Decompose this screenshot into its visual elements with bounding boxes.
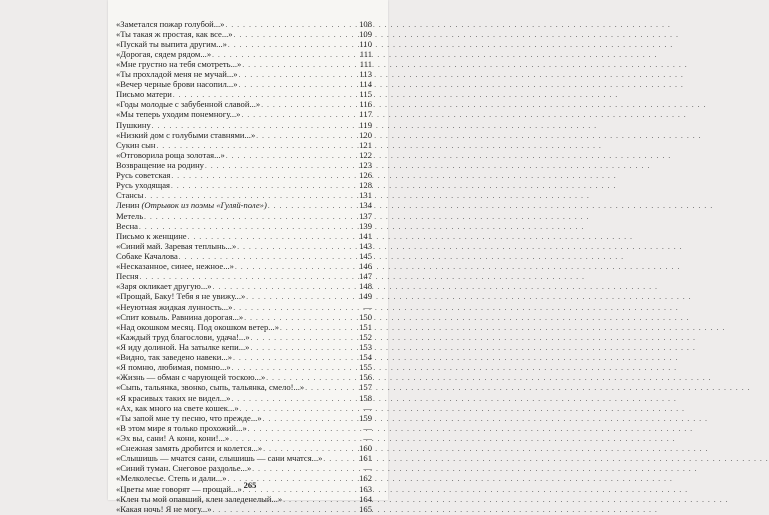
toc-entry-page: 109 <box>359 28 372 39</box>
page-number: 265 <box>243 480 257 490</box>
toc-entry-page: 141 <box>359 230 372 241</box>
dot-leader <box>263 414 354 424</box>
toc-entry-title: Сукин сын <box>116 139 156 150</box>
toc-entry-title: «Снежная замять дробится и колется...» <box>116 443 263 454</box>
dot-leader <box>256 131 354 141</box>
toc-entry <box>116 423 372 433</box>
toc-entry <box>116 59 372 69</box>
toc-entry-title: «Какая ночь! Я не могу...» <box>116 503 212 514</box>
toc-entry-page: 150 <box>359 311 372 322</box>
dot-leader <box>261 100 354 110</box>
toc-entry-page: 126 <box>359 170 372 181</box>
toc-entry-title: «Мне грустно на тебя смотреть...» <box>116 58 242 69</box>
toc-entry-page: 149 <box>359 291 372 302</box>
toc-entry-page: 139 <box>359 220 372 231</box>
toc-entry-title: «Прощай, Баку! Тебя я не увижу...» <box>116 291 246 302</box>
toc-entry <box>116 494 372 504</box>
toc-entry <box>116 403 372 413</box>
toc-entry <box>116 281 372 291</box>
toc-entry-title: «Над окошком месяц. Под окошком ветер...» <box>116 321 279 332</box>
toc-entry <box>116 443 372 453</box>
toc-entry-title: «Я иду долиной. На затылке кепи...» <box>116 342 250 352</box>
toc-entry-title: «Видно, так заведено навеки...» <box>116 352 233 363</box>
toc-entry <box>116 211 372 221</box>
toc-entry-title: «Заметался пожар голубой...» <box>116 18 225 29</box>
toc-entry-page: 119 <box>359 119 372 130</box>
dot-leader <box>305 383 354 393</box>
toc-entry-page: — <box>363 432 372 443</box>
dot-leader <box>237 242 354 252</box>
dot-leader <box>171 181 354 191</box>
toc-entry <box>116 332 372 342</box>
toc-entry-title: «Ах, как много на свете кошек...» <box>116 402 239 413</box>
dot-leader <box>233 303 354 313</box>
toc-entry-title: «Сыпь, тальянка, звонко, сыпь, тальянка, смело!...» <box>116 382 305 393</box>
toc-entry <box>116 99 372 109</box>
toc-entry-title: «Слышишь — мчатся сани, слышишь — сани мчатся...» <box>116 453 323 464</box>
toc-entry <box>116 190 372 200</box>
toc-entry-title: «Цветы мне говорят — прощай...» <box>116 483 242 494</box>
dot-leader <box>246 292 354 302</box>
dot-leader <box>251 333 354 343</box>
toc-entry-page: 123 <box>359 160 372 171</box>
toc-entry-title: Возвращение на родину <box>116 160 204 171</box>
toc-entry-title: «Спит ковыль. Равнина дорогая...» <box>116 311 244 322</box>
dot-leader <box>205 161 354 171</box>
toc-entry-page: 146 <box>359 261 372 272</box>
toc-entry-title: Пушкину <box>116 119 151 130</box>
toc-entry-page: 137 <box>359 210 372 221</box>
dot-leader <box>242 60 354 70</box>
toc-entry <box>116 382 372 392</box>
toc-entry-page: 122 <box>359 149 372 160</box>
dot-leader <box>248 424 354 434</box>
dot-leader <box>235 262 354 272</box>
toc-entry <box>116 130 372 140</box>
toc-entry-title: Русь советская <box>116 170 171 181</box>
toc-entry-page: 163 <box>359 483 372 494</box>
toc-entry-page: 160 <box>359 443 372 454</box>
dot-leader <box>213 505 355 515</box>
toc-entry-title: Стансы <box>116 190 144 201</box>
toc-entry-title: «Синий туман. Снеговое раздолье...» <box>116 463 252 474</box>
toc-entry-page: 115 <box>359 89 372 100</box>
toc-entry-page: 162 <box>359 473 372 484</box>
dot-leader <box>171 171 354 181</box>
toc-entry <box>116 150 372 160</box>
toc-entry-page: 147 <box>359 271 372 282</box>
toc-entry <box>116 170 372 180</box>
toc-entry <box>116 19 372 29</box>
toc-entry <box>116 261 372 271</box>
toc-entry-page: — <box>363 422 372 433</box>
toc-entry <box>116 180 372 190</box>
toc-entry-title: «Несказанное, синее, нежное...» <box>116 261 234 272</box>
toc-entry-page: 110 <box>359 38 372 49</box>
toc-entry-title: «Вечер черные брови насопил...» <box>116 79 238 90</box>
toc-entry-page: 121 <box>359 139 372 150</box>
toc-entry <box>116 453 372 463</box>
toc-entry-page: 153 <box>359 342 372 352</box>
toc-entry <box>116 140 372 150</box>
toc-entry-title: «Клен ты мой опавший, клен заледенелый...» <box>116 493 283 504</box>
toc-entry <box>116 463 372 473</box>
toc-entry-page: 111 <box>359 48 372 59</box>
toc-entry-page: 148 <box>359 281 372 292</box>
toc-entry-page: 154 <box>359 352 372 363</box>
toc-entry-page: 128 <box>359 180 372 191</box>
toc-entry <box>116 302 372 312</box>
toc-entry <box>116 39 372 49</box>
toc-entry-page: 155 <box>359 362 372 373</box>
toc-entry-page: 145 <box>359 251 372 262</box>
toc-entry-page: 161 <box>359 453 372 464</box>
toc-entry-title: Весна <box>116 220 138 231</box>
toc-entry-page: 111 <box>359 58 372 69</box>
toc-entry <box>116 69 372 79</box>
toc-entry-title: Письмо к женщине <box>116 230 187 241</box>
toc-entry-title: «Дорогая, сядем рядом...» <box>116 48 212 59</box>
toc-entry-page: 120 <box>359 129 372 140</box>
toc-entry <box>116 342 372 352</box>
toc-entry-page: — <box>363 463 372 474</box>
toc-entry-title: «Пускай ты выпита другим...» <box>116 38 227 49</box>
toc-entry-title: «Я помню, любимая, помню...» <box>116 362 231 373</box>
toc-entry <box>116 200 372 210</box>
toc-entry-page: 113 <box>359 69 372 80</box>
dot-leader <box>280 323 354 333</box>
toc-entry-page: 158 <box>359 392 372 403</box>
toc-entry-page: 164 <box>359 493 372 504</box>
toc-entry-page: 156 <box>359 372 372 383</box>
toc-entry-page: 159 <box>359 412 372 423</box>
toc-entry-title: Песня <box>116 271 139 282</box>
toc-entry-page: — <box>363 301 372 312</box>
toc-entry <box>116 49 372 59</box>
dot-leader <box>228 40 354 50</box>
toc-entry <box>116 89 372 99</box>
toc-entry <box>116 231 372 241</box>
toc-entry <box>116 79 372 89</box>
toc-entry-page: 131 <box>359 190 372 201</box>
table-of-contents <box>116 19 372 514</box>
toc-entry-title: «Неуютная жидкая лунность...» <box>116 301 233 312</box>
toc-entry <box>116 504 372 514</box>
toc-entry <box>116 312 372 322</box>
toc-entry-title: «Каждый труд благослови, удача!...» <box>116 331 250 342</box>
toc-entry-title: «Ты такая ж простая, как все...» <box>116 28 233 39</box>
toc-entry-title: «Ты прохладой меня не мучай...» <box>116 69 238 80</box>
toc-entry <box>116 221 372 231</box>
toc-entry-title: Письмо матери <box>116 89 172 100</box>
dot-leader <box>239 70 354 80</box>
toc-entry-page: 114 <box>359 79 372 90</box>
toc-entry-subtitle: (Отрывок из поэмы «Гуляй-поле») <box>141 200 267 211</box>
toc-entry <box>116 372 372 382</box>
dot-leader <box>226 151 354 161</box>
toc-entry-title: «Жизнь — обман с чарующей тоскою...» <box>116 372 266 383</box>
dot-leader <box>225 20 354 30</box>
toc-entry <box>116 251 372 261</box>
toc-entry <box>116 160 372 170</box>
toc-entry-title: Ленин (Отрывок из поэмы «Гуляй-поле») <box>116 200 267 211</box>
dot-leader <box>323 454 354 464</box>
toc-entry-page: 165 <box>359 503 372 514</box>
toc-entry-page: 117 <box>359 109 372 120</box>
toc-entry <box>116 291 372 301</box>
toc-entry <box>116 433 372 443</box>
toc-entry-title: «В этом мире я только прохожий...» <box>116 422 247 433</box>
toc-entry-title: Метель <box>116 210 144 221</box>
toc-entry-title: Собаке Качалова <box>116 251 178 262</box>
toc-entry <box>116 322 372 332</box>
dot-leader <box>234 30 354 40</box>
dot-leader <box>144 212 354 222</box>
toc-entry-page: 152 <box>359 331 372 342</box>
toc-entry-page: 151 <box>359 321 372 332</box>
toc-entry <box>116 413 372 423</box>
toc-entry-title: «Я красивых таких не видел...» <box>116 392 231 403</box>
toc-entry <box>116 271 372 281</box>
toc-entry-title: Русь уходящая <box>116 180 170 191</box>
dot-leader <box>239 80 354 90</box>
toc-entry <box>116 29 372 39</box>
toc-entry <box>116 120 372 130</box>
toc-entry-title: «Мелколесье. Степь и дали...» <box>116 473 227 484</box>
toc-entry-title: «Ты запой мне ту песню, что прежде...» <box>116 412 262 423</box>
toc-entry-page: 157 <box>359 382 372 393</box>
dot-leader <box>283 495 354 505</box>
toc-entry-title: «Заря окликает другую...» <box>116 281 212 292</box>
toc-entry-title: «Отговорила роща золотая...» <box>116 149 225 160</box>
toc-entry-page: 108 <box>359 18 372 29</box>
dot-leader <box>241 110 354 120</box>
dot-leader <box>231 394 354 404</box>
toc-entry-title: «Синий май. Заревая теплынь...» <box>116 240 237 251</box>
toc-entry-page: 134 <box>359 200 372 211</box>
toc-entry-page: 143 <box>359 240 372 251</box>
dot-leader <box>252 464 354 474</box>
toc-entry <box>116 393 372 403</box>
toc-entry <box>116 362 372 372</box>
dot-leader <box>250 343 354 353</box>
toc-entry-title: «Годы молодые с забубенной славой...» <box>116 99 261 110</box>
toc-entry-title: «Низкий дом с голубыми ставнями...» <box>116 129 256 140</box>
dot-leader <box>233 353 354 363</box>
dot-leader <box>268 201 354 211</box>
toc-entry-page: — <box>363 402 372 413</box>
toc-entry-title: «Мы теперь уходим понемногу...» <box>116 109 241 120</box>
toc-entry-title: «Эх вы, сани! А кони, кони!...» <box>116 432 230 443</box>
toc-entry <box>116 109 372 119</box>
toc-entry <box>116 352 372 362</box>
toc-entry-page: 116 <box>359 99 372 110</box>
toc-entry <box>116 241 372 251</box>
